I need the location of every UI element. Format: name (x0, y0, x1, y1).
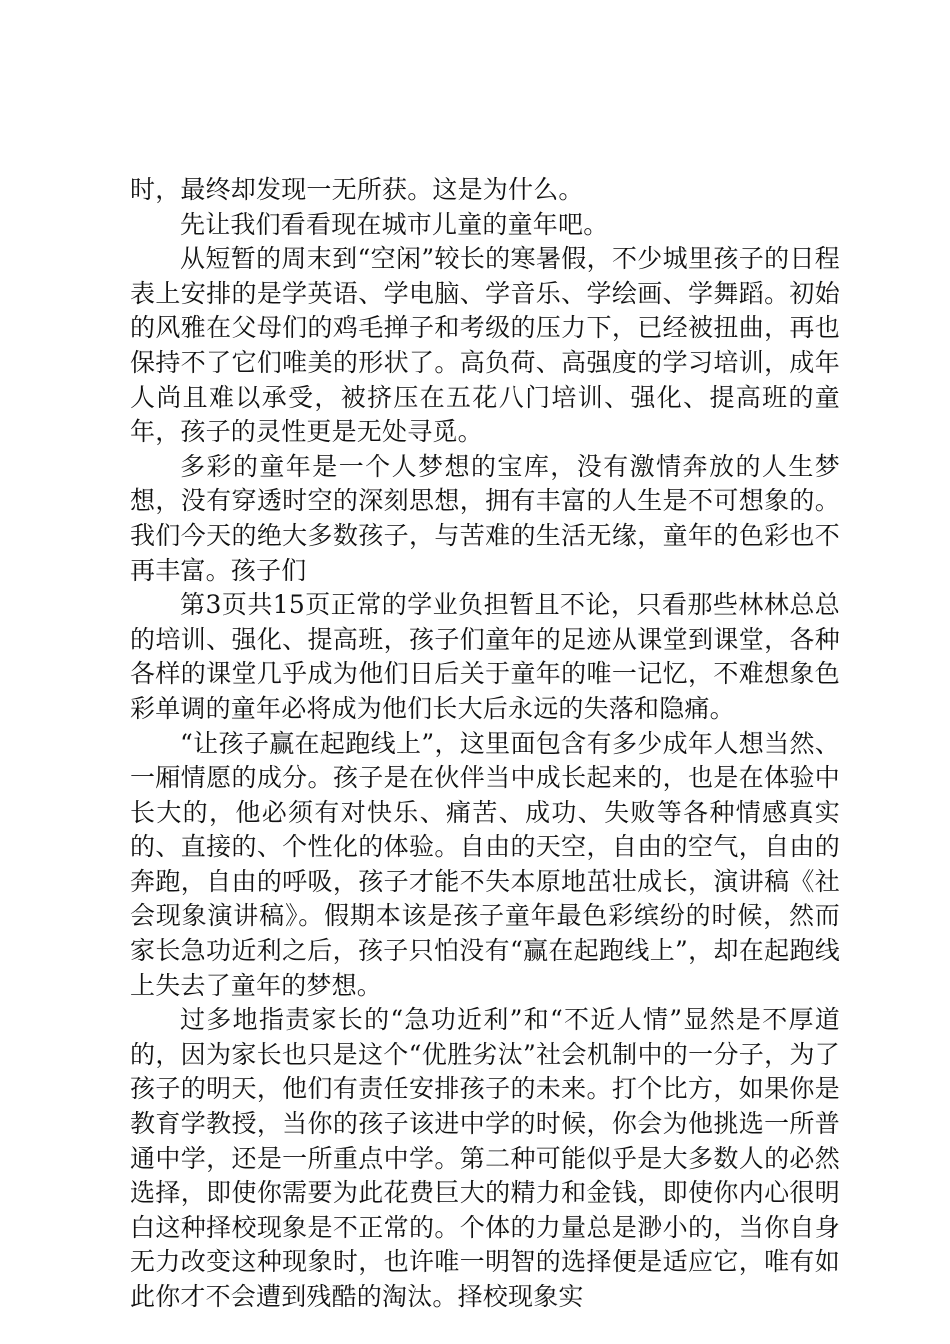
paragraph-4: 多彩的童年是一个人梦想的宝库，没有激情奔放的人生梦想，没有穿透时空的深刻思想，拥有丰富的人生是不可想象的。我们今天的绝大多数孩子，与苦难的生活无缘，童年的色彩也不再丰富。孩子们 (130, 451, 840, 585)
paragraph-6: “让孩子赢在起跑线上”，这里面包含有多少成年人想当然、一厢情愿的成分。孩子是在伙伴当中成长起来的，也是在体验中长大的，他必须有对快乐、痛苦、成功、失败等各种情感真实的、直接的、个性化的体验。自由的天空，自由的空气，自由的奔跑，自由的呼吸，孩子才能不失本原地茁壮成长，演讲稿《社会现象演讲稿》。假期本该是孩子童年最色彩缤纷的时候，然而家长急功近利之后，孩子只怕没有“赢在起跑线上”，却在起跑线上失去了童年的梦想。 (130, 728, 840, 1000)
paragraph-3: 从短暂的周末到“空闲”较长的寒暑假，不少城里孩子的日程表上安排的是学英语、学电脑、学音乐、学绘画、学舞蹈。初始的风雅在父母们的鸡毛掸子和考级的压力下，已经被扭曲，再也保持不了它们唯美的形状了。高负荷、高强度的学习培训，成年人尚且难以承受，被挤压在五花八门培训、强化、提高班的童年，孩子的灵性更是无处寻觅。 (130, 244, 840, 447)
paragraph-5: 第3页共15页正常的学业负担暂且不论，只看那些林林总总的培训、强化、提高班，孩子们童年的足迹从课堂到课堂，各种各样的课堂几乎成为他们日后关于童年的唯一记忆，不难想象色彩单调的童年必将成为他们长大后永远的失落和隐痛。 (130, 590, 840, 723)
paragraph-1: 时，最终却发现一无所获。这是为什么。 (130, 175, 584, 204)
document-body (130, 173, 840, 1315)
paragraph-2: 先让我们看看现在城市儿童的童年吧。 (180, 209, 609, 239)
paragraph-7: 过多地指责家长的“急功近利”和“不近人情”显然是不厚道的，因为家长也只是这个“优胜劣汰”社会机制中的一分子，为了孩子的明天，他们有责任安排孩子的未来。打个比方，如果你是教育学教授，当你的孩子该进中学的时候，你会为他挑选一所普通中学，还是一所重点中学。第二种可能似乎是大多数人的必然选择，即使你需要为此花费巨大的精力和金钱，即使你内心很明白这种择校现象是不正常的。个体的力量总是渺小的，当你自身无力改变这种现象时，也许唯一明智的选择便是适应它，唯有如此你才不会遭到残酷的淘汰。择校现象实 (130, 1005, 840, 1311)
